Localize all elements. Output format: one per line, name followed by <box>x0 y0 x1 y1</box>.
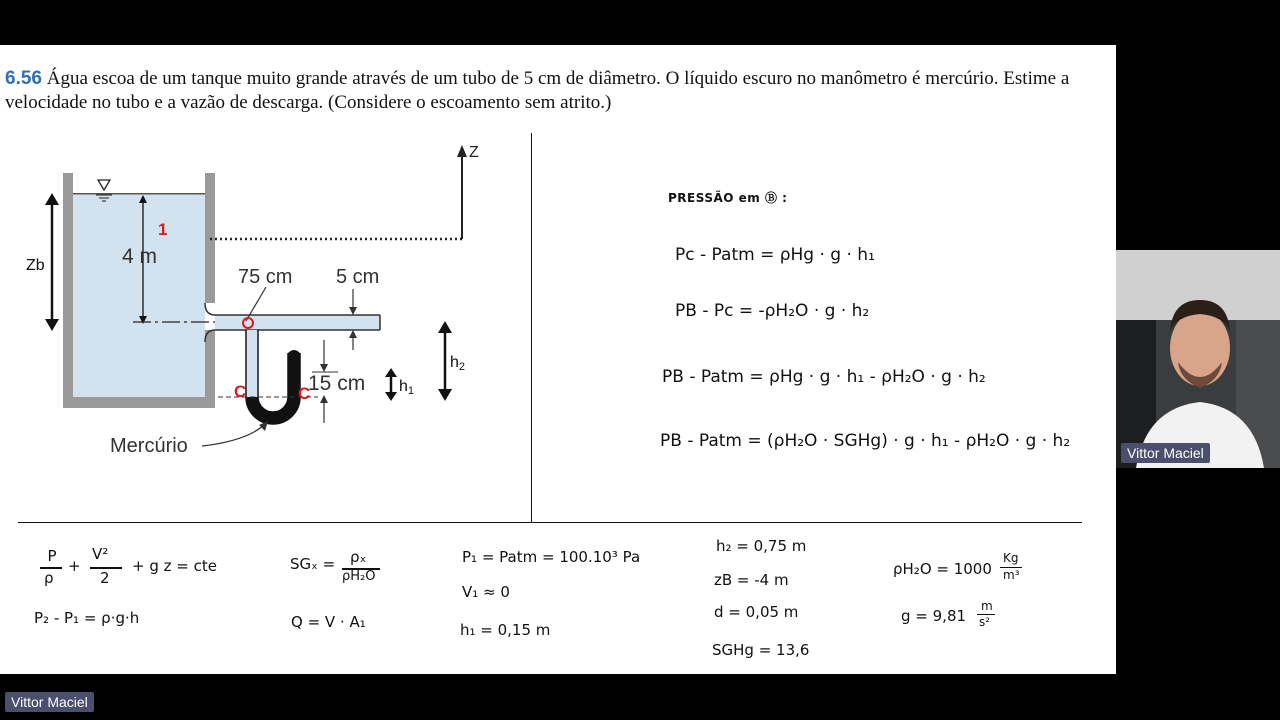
bernoulli-v: V² <box>92 545 109 563</box>
rho-water-lhs: ρH₂O = 1000 <box>893 560 992 578</box>
equation-2: PB - Pc = -ρH₂O · g · h₂ <box>675 301 870 321</box>
diameter-value: d = 0,05 m <box>714 603 799 621</box>
bernoulli-rho: ρ <box>44 569 54 587</box>
webcam-tile[interactable] <box>1116 250 1280 468</box>
tank-left-wall <box>63 173 73 408</box>
hydrostatic-equation: P₂ - P₁ = ρ·g·h <box>34 609 140 627</box>
point-c-right-label: C <box>298 384 311 403</box>
equation-4: PB - Patm = (ρH₂O · SGHg) · g · h₁ - ρH₂O · g · h₂ <box>660 431 1071 451</box>
zb-label: Zb <box>26 257 45 274</box>
free-surface-icon <box>98 180 110 190</box>
tank-bottom-wall <box>63 397 215 408</box>
bernoulli-rest: + g z = cte <box>132 557 217 575</box>
bernoulli-plus: + <box>68 557 81 575</box>
problem-text: Água escoa de um tanque muito grande através de um tubo de 5 cm de diâmetro. O líquido escuro no manômetro é mercúrio. Estime a velocidade no tubo e a vazão de descarga. (Considere o escoamento sem atrito.) <box>5 68 1070 113</box>
length-75-label: 75 cm <box>238 266 293 288</box>
rho-water-num: Kg <box>1003 551 1019 565</box>
depth-label: 4 m <box>122 245 158 268</box>
v1-value: V₁ ≈ 0 <box>462 583 510 601</box>
horizontal-divider <box>18 522 1082 523</box>
pressure-title: PRESSÃO em Ⓑ : <box>668 191 788 205</box>
mercury-label: Mercúrio <box>110 435 188 457</box>
gravity-num: m <box>981 599 993 613</box>
p1-value: P₁ = Patm = 100.10³ Pa <box>462 548 641 566</box>
h2-value: h₂ = 0,75 m <box>716 537 807 555</box>
bernoulli-two: 2 <box>100 569 110 587</box>
slide <box>0 45 1116 674</box>
sghg-value: SGHg = 13,6 <box>712 641 810 659</box>
point-c-left-label: C <box>234 382 247 401</box>
sg-lhs: SGₓ = <box>290 555 336 573</box>
tank-manometer-diagram <box>18 135 518 465</box>
tank-water <box>73 193 205 397</box>
h1-label: h1 <box>399 378 415 397</box>
presenter-video <box>1116 250 1280 468</box>
h1-value: h₁ = 0,15 m <box>460 621 551 639</box>
zb-value: zB = -4 m <box>714 571 789 589</box>
sg-denominator: ρH₂O <box>342 569 376 584</box>
sg-numerator: ρₓ <box>350 548 367 566</box>
flow-equation: Q = V · A₁ <box>291 613 366 631</box>
rho-water-den: m³ <box>1003 568 1020 582</box>
equation-1: Pc - Patm = ρHg · g · h₁ <box>675 245 875 265</box>
h2-label: h2 <box>450 354 466 373</box>
pipe <box>215 315 380 330</box>
tank-right-wall-bottom <box>205 330 215 408</box>
vertical-divider <box>531 133 532 523</box>
problem-statement <box>5 67 1113 115</box>
bernoulli-p: P <box>47 547 57 565</box>
length-15-label: 15 cm <box>308 372 366 395</box>
presenter-name-label: Vittor Maciel <box>5 692 94 712</box>
diameter-label: 5 cm <box>336 266 380 288</box>
equation-3: PB - Patm = ρHg · g · h₁ - ρH₂O · g · h₂ <box>662 367 986 387</box>
problem-number: 6.56 <box>5 68 42 89</box>
water-surface <box>73 193 205 195</box>
point-1-label: 1 <box>158 220 168 239</box>
z-axis-label: Z <box>469 144 479 161</box>
gravity-den: s² <box>979 615 991 629</box>
webcam-name-label: Vittor Maciel <box>1121 443 1210 463</box>
gravity-lhs: g = 9,81 <box>901 607 967 625</box>
